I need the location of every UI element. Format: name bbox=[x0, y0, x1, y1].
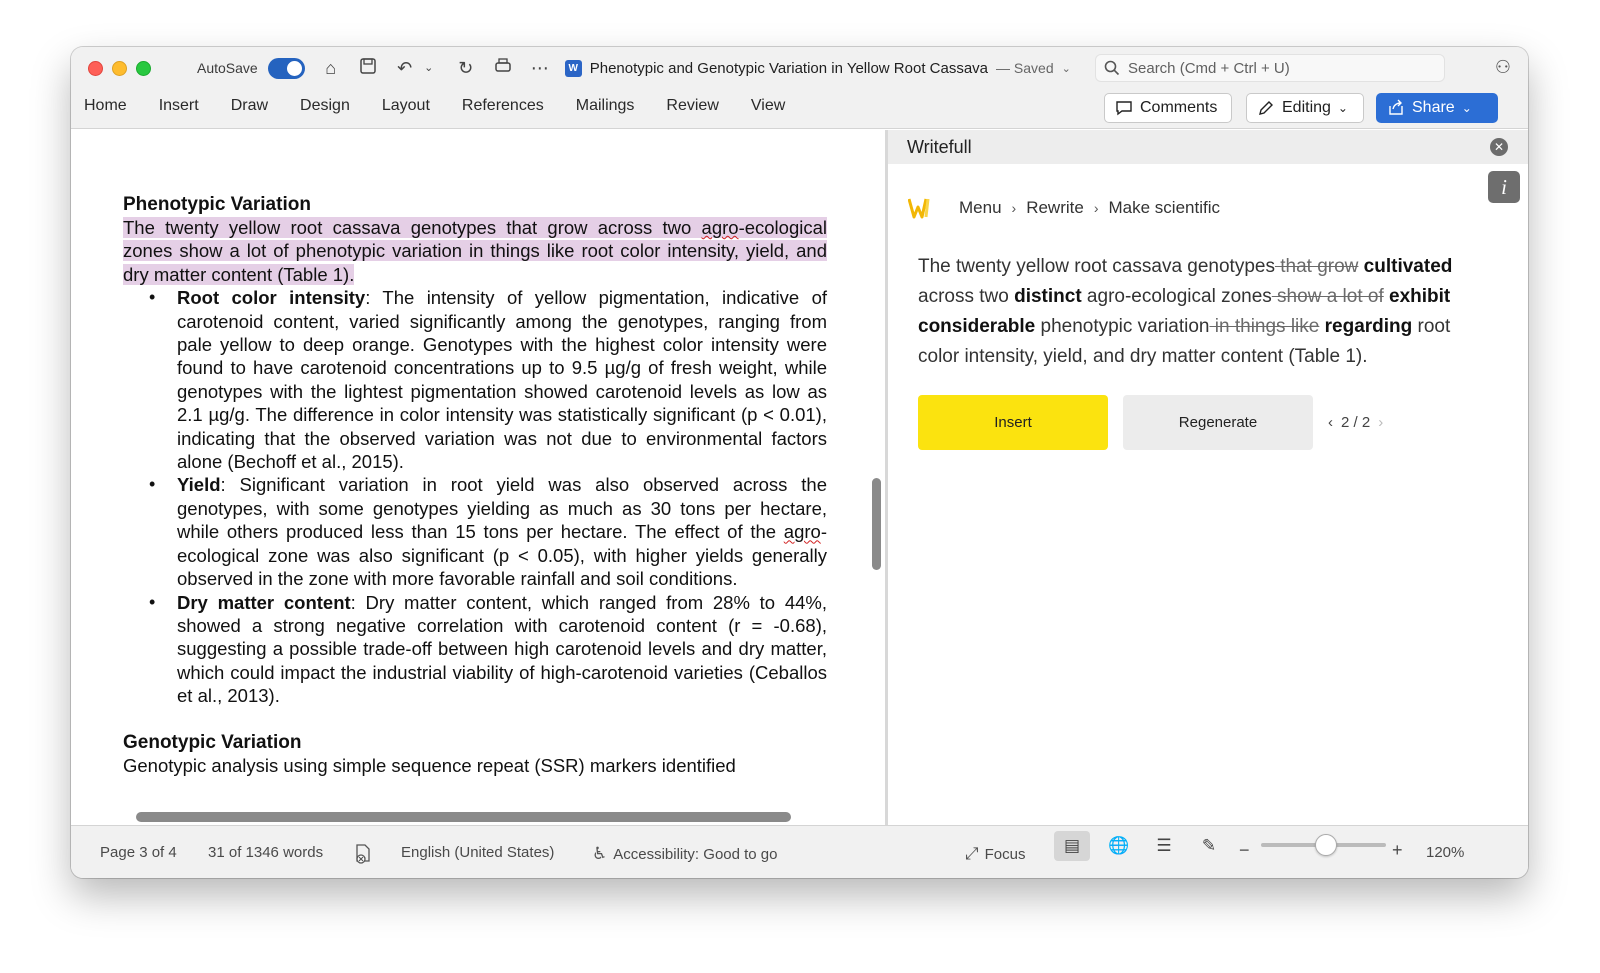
bullet-list bbox=[123, 286, 827, 707]
window-controls bbox=[88, 61, 151, 76]
tab-layout[interactable]: Layout bbox=[381, 97, 430, 114]
added-text: regarding bbox=[1319, 316, 1413, 337]
tab-draw[interactable]: Draw bbox=[230, 97, 269, 114]
tab-view[interactable]: View bbox=[750, 97, 786, 114]
title-chevron-down-icon[interactable]: ⌄ bbox=[1061, 62, 1071, 75]
deleted-text: show a lot of bbox=[1271, 286, 1384, 307]
tab-home[interactable]: Home bbox=[84, 97, 127, 114]
accessibility-label: Accessibility: Good to go bbox=[613, 845, 778, 863]
share-chevron-down-icon: ⌄ bbox=[1461, 101, 1472, 115]
web-layout-icon[interactable]: 🌐 bbox=[1108, 836, 1130, 855]
autosave-label: AutoSave bbox=[197, 60, 258, 76]
kept-text: agro-ecological zones bbox=[1081, 286, 1272, 307]
list-item[interactable] bbox=[123, 591, 827, 708]
heading-genotypic-variation: Genotypic Variation bbox=[123, 731, 302, 753]
added-text: exhibit considerable bbox=[918, 286, 1451, 337]
bullet-text: : Significant variation in root yield was also observed across the genotypes, with some genotypes yielding as much as 30 tons per hectare, while others produced less than 15 tons per hectare. The effect of the bbox=[177, 474, 827, 543]
save-icon[interactable] bbox=[357, 56, 379, 81]
undo-icon[interactable]: ↶ bbox=[397, 58, 413, 78]
next-suggestion-icon[interactable]: › bbox=[1378, 414, 1384, 431]
heading-phenotypic-variation: Phenotypic Variation bbox=[123, 194, 311, 215]
kept-text: across two bbox=[918, 286, 1015, 307]
ribbon bbox=[71, 89, 1528, 129]
kept-text: phenotypic variation bbox=[1035, 316, 1210, 337]
bullet-term: Root color intensity bbox=[177, 287, 366, 309]
document-title: Phenotypic and Genotypic Variation in Yellow Root Cassava bbox=[589, 59, 989, 77]
editing-label: Editing bbox=[1282, 99, 1331, 116]
search-placeholder: Search (Cmd + Ctrl + U) bbox=[1128, 59, 1290, 77]
deleted-text: in things like bbox=[1209, 316, 1320, 337]
added-text: distinct bbox=[1014, 286, 1082, 307]
home-icon[interactable]: ⌂ bbox=[325, 58, 337, 78]
word-document-icon: W bbox=[565, 60, 582, 77]
writefull-title: Writefull bbox=[907, 136, 972, 157]
editing-mode-button[interactable] bbox=[1246, 93, 1364, 123]
print-layout-icon[interactable]: ▤ bbox=[1054, 831, 1090, 861]
chevron-down-icon: ⌄ bbox=[1337, 101, 1348, 115]
breadcrumb bbox=[908, 196, 1220, 220]
share-label: Share bbox=[1412, 99, 1455, 116]
zoom-slider-handle[interactable] bbox=[1315, 834, 1337, 856]
title-bar bbox=[71, 47, 1528, 89]
pager-count: 2 / 2 bbox=[1341, 414, 1371, 431]
proofing-icon[interactable] bbox=[354, 844, 372, 864]
kept-text: root color intensity, yield, and dry matter content (Table 1). bbox=[918, 316, 1451, 367]
tab-insert[interactable]: Insert bbox=[158, 97, 199, 114]
breadcrumb-separator-icon: › bbox=[1011, 200, 1017, 216]
focus-label: Focus bbox=[984, 845, 1026, 863]
word-window bbox=[71, 47, 1528, 878]
spelling-flag[interactable]: agro bbox=[783, 521, 821, 543]
breadcrumb-make-scientific[interactable]: Make scientific bbox=[1108, 198, 1220, 217]
undo-dropdown-icon[interactable]: ⌄ bbox=[424, 62, 434, 74]
document-body bbox=[123, 194, 827, 777]
breadcrumb-rewrite[interactable]: Rewrite bbox=[1026, 198, 1084, 217]
comments-label: Comments bbox=[1140, 99, 1218, 116]
regenerate-button[interactable]: Regenerate bbox=[1123, 395, 1313, 450]
breadcrumb-separator-icon: › bbox=[1093, 200, 1099, 216]
share-people-icon[interactable]: ⚇ bbox=[1494, 57, 1511, 77]
draft-view-icon[interactable]: ✎ bbox=[1201, 836, 1217, 855]
outline-view-icon[interactable]: ☰ bbox=[1156, 836, 1172, 855]
spelling-flag[interactable]: agro bbox=[701, 217, 739, 238]
minimize-window-button[interactable] bbox=[112, 61, 127, 76]
zoom-level[interactable]: 120% bbox=[1426, 844, 1465, 861]
bullet-text: : Dry matter content, which ranged from 28% to 44%, showed a strong negative correlation with carotenoid content (r = -0.68), suggesting a possible trade-off between high carotenoid levels and dry matter, which could impact the industrial viability of high-carotenoid varieties (Ceballos et al., 2013). bbox=[177, 591, 827, 707]
page-indicator[interactable]: Page 3 of 4 bbox=[100, 844, 177, 861]
writefull-logo bbox=[908, 196, 935, 220]
deleted-text: that grow bbox=[1274, 256, 1359, 277]
accessibility-status[interactable] bbox=[592, 844, 778, 864]
selected-text-b: -ecological zones show a lot of phenotypic variation in things like root color intensity, yield, and dry matter content (Table 1). bbox=[123, 217, 827, 285]
redo-icon[interactable]: ↻ bbox=[458, 58, 474, 78]
search-input[interactable] bbox=[1095, 54, 1445, 82]
zoom-out-icon[interactable]: − bbox=[1239, 840, 1250, 860]
tab-design[interactable]: Design bbox=[300, 97, 350, 114]
more-options-icon[interactable]: ⋯ bbox=[530, 58, 549, 78]
accessibility-icon: ♿ bbox=[592, 844, 608, 863]
tab-mailings[interactable]: Mailings bbox=[575, 97, 635, 114]
genotypic-paragraph[interactable]: Genotypic analysis using simple sequence repeat (SSR) markers identified bbox=[123, 754, 736, 776]
insert-suggestion-button[interactable]: Insert bbox=[918, 395, 1108, 450]
focus-button[interactable] bbox=[965, 844, 1025, 864]
save-status: — Saved bbox=[996, 60, 1054, 76]
writefull-panel bbox=[888, 130, 1528, 825]
bullet-text: -ecological zone was also significant (p < 0.05), with higher yields generally observed in the zone with more favorable rainfall and soil conditions. bbox=[177, 521, 827, 590]
writefull-header bbox=[888, 130, 1528, 164]
selected-text-a: The twenty yellow root cassava genotypes that grow across two bbox=[123, 217, 702, 238]
document-title-area[interactable] bbox=[565, 60, 1071, 77]
zoom-window-button[interactable] bbox=[136, 61, 151, 76]
rewrite-suggestion bbox=[918, 252, 1466, 372]
close-icon[interactable]: ✕ bbox=[1490, 138, 1508, 156]
autosave-toggle[interactable] bbox=[268, 58, 305, 79]
tab-review[interactable]: Review bbox=[666, 97, 719, 114]
print-icon[interactable] bbox=[492, 56, 514, 81]
added-text: cultivated bbox=[1358, 256, 1453, 277]
share-icon bbox=[1387, 99, 1405, 117]
suggestion-pager bbox=[1328, 414, 1383, 431]
comment-icon bbox=[1115, 99, 1133, 117]
status-bar bbox=[71, 825, 1528, 878]
expand-icon: ⤢ bbox=[965, 844, 979, 863]
ribbon-tabs bbox=[84, 97, 785, 115]
document-canvas[interactable] bbox=[71, 130, 887, 825]
bullet-term: Dry matter content bbox=[177, 591, 351, 613]
pencil-icon bbox=[1257, 99, 1275, 117]
search-icon bbox=[1104, 60, 1120, 76]
horizontal-scrollbar[interactable] bbox=[136, 812, 791, 822]
intro-paragraph[interactable] bbox=[123, 216, 827, 286]
vertical-scrollbar[interactable] bbox=[872, 478, 881, 570]
comments-button[interactable] bbox=[1104, 93, 1232, 123]
word-count[interactable]: 31 of 1346 words bbox=[208, 844, 324, 861]
share-button[interactable] bbox=[1376, 93, 1498, 123]
info-icon[interactable]: i bbox=[1488, 171, 1520, 203]
list-item[interactable] bbox=[123, 286, 827, 473]
bullet-text: : The intensity of yellow pigmentation, indicative of carotenoid content, varied significantly among the genotypes, ranging from pale yellow to deep orange. Genotypes with the highest color intensity were found to have carotenoid concentrations up to 9.5 µg/g of fresh weight, while genotypes with the lightest pigmentation showed carotenoid levels as low as 2.1 µg/g. The difference in color intensity was statistically significant (p < 0.01), indicating that the observed variation was not due to environmental factors alone (Bechoff et al., 2015). bbox=[177, 287, 827, 473]
list-item[interactable] bbox=[123, 473, 827, 590]
close-window-button[interactable] bbox=[88, 61, 103, 76]
previous-suggestion-icon[interactable]: ‹ bbox=[1328, 414, 1333, 431]
bullet-term: Yield bbox=[177, 474, 221, 496]
kept-text: The twenty yellow root cassava genotypes bbox=[918, 256, 1275, 277]
zoom-in-icon[interactable]: + bbox=[1392, 840, 1403, 860]
tab-references[interactable]: References bbox=[461, 97, 544, 114]
breadcrumb-menu[interactable]: Menu bbox=[959, 198, 1002, 217]
language-indicator[interactable]: English (United States) bbox=[401, 844, 555, 861]
